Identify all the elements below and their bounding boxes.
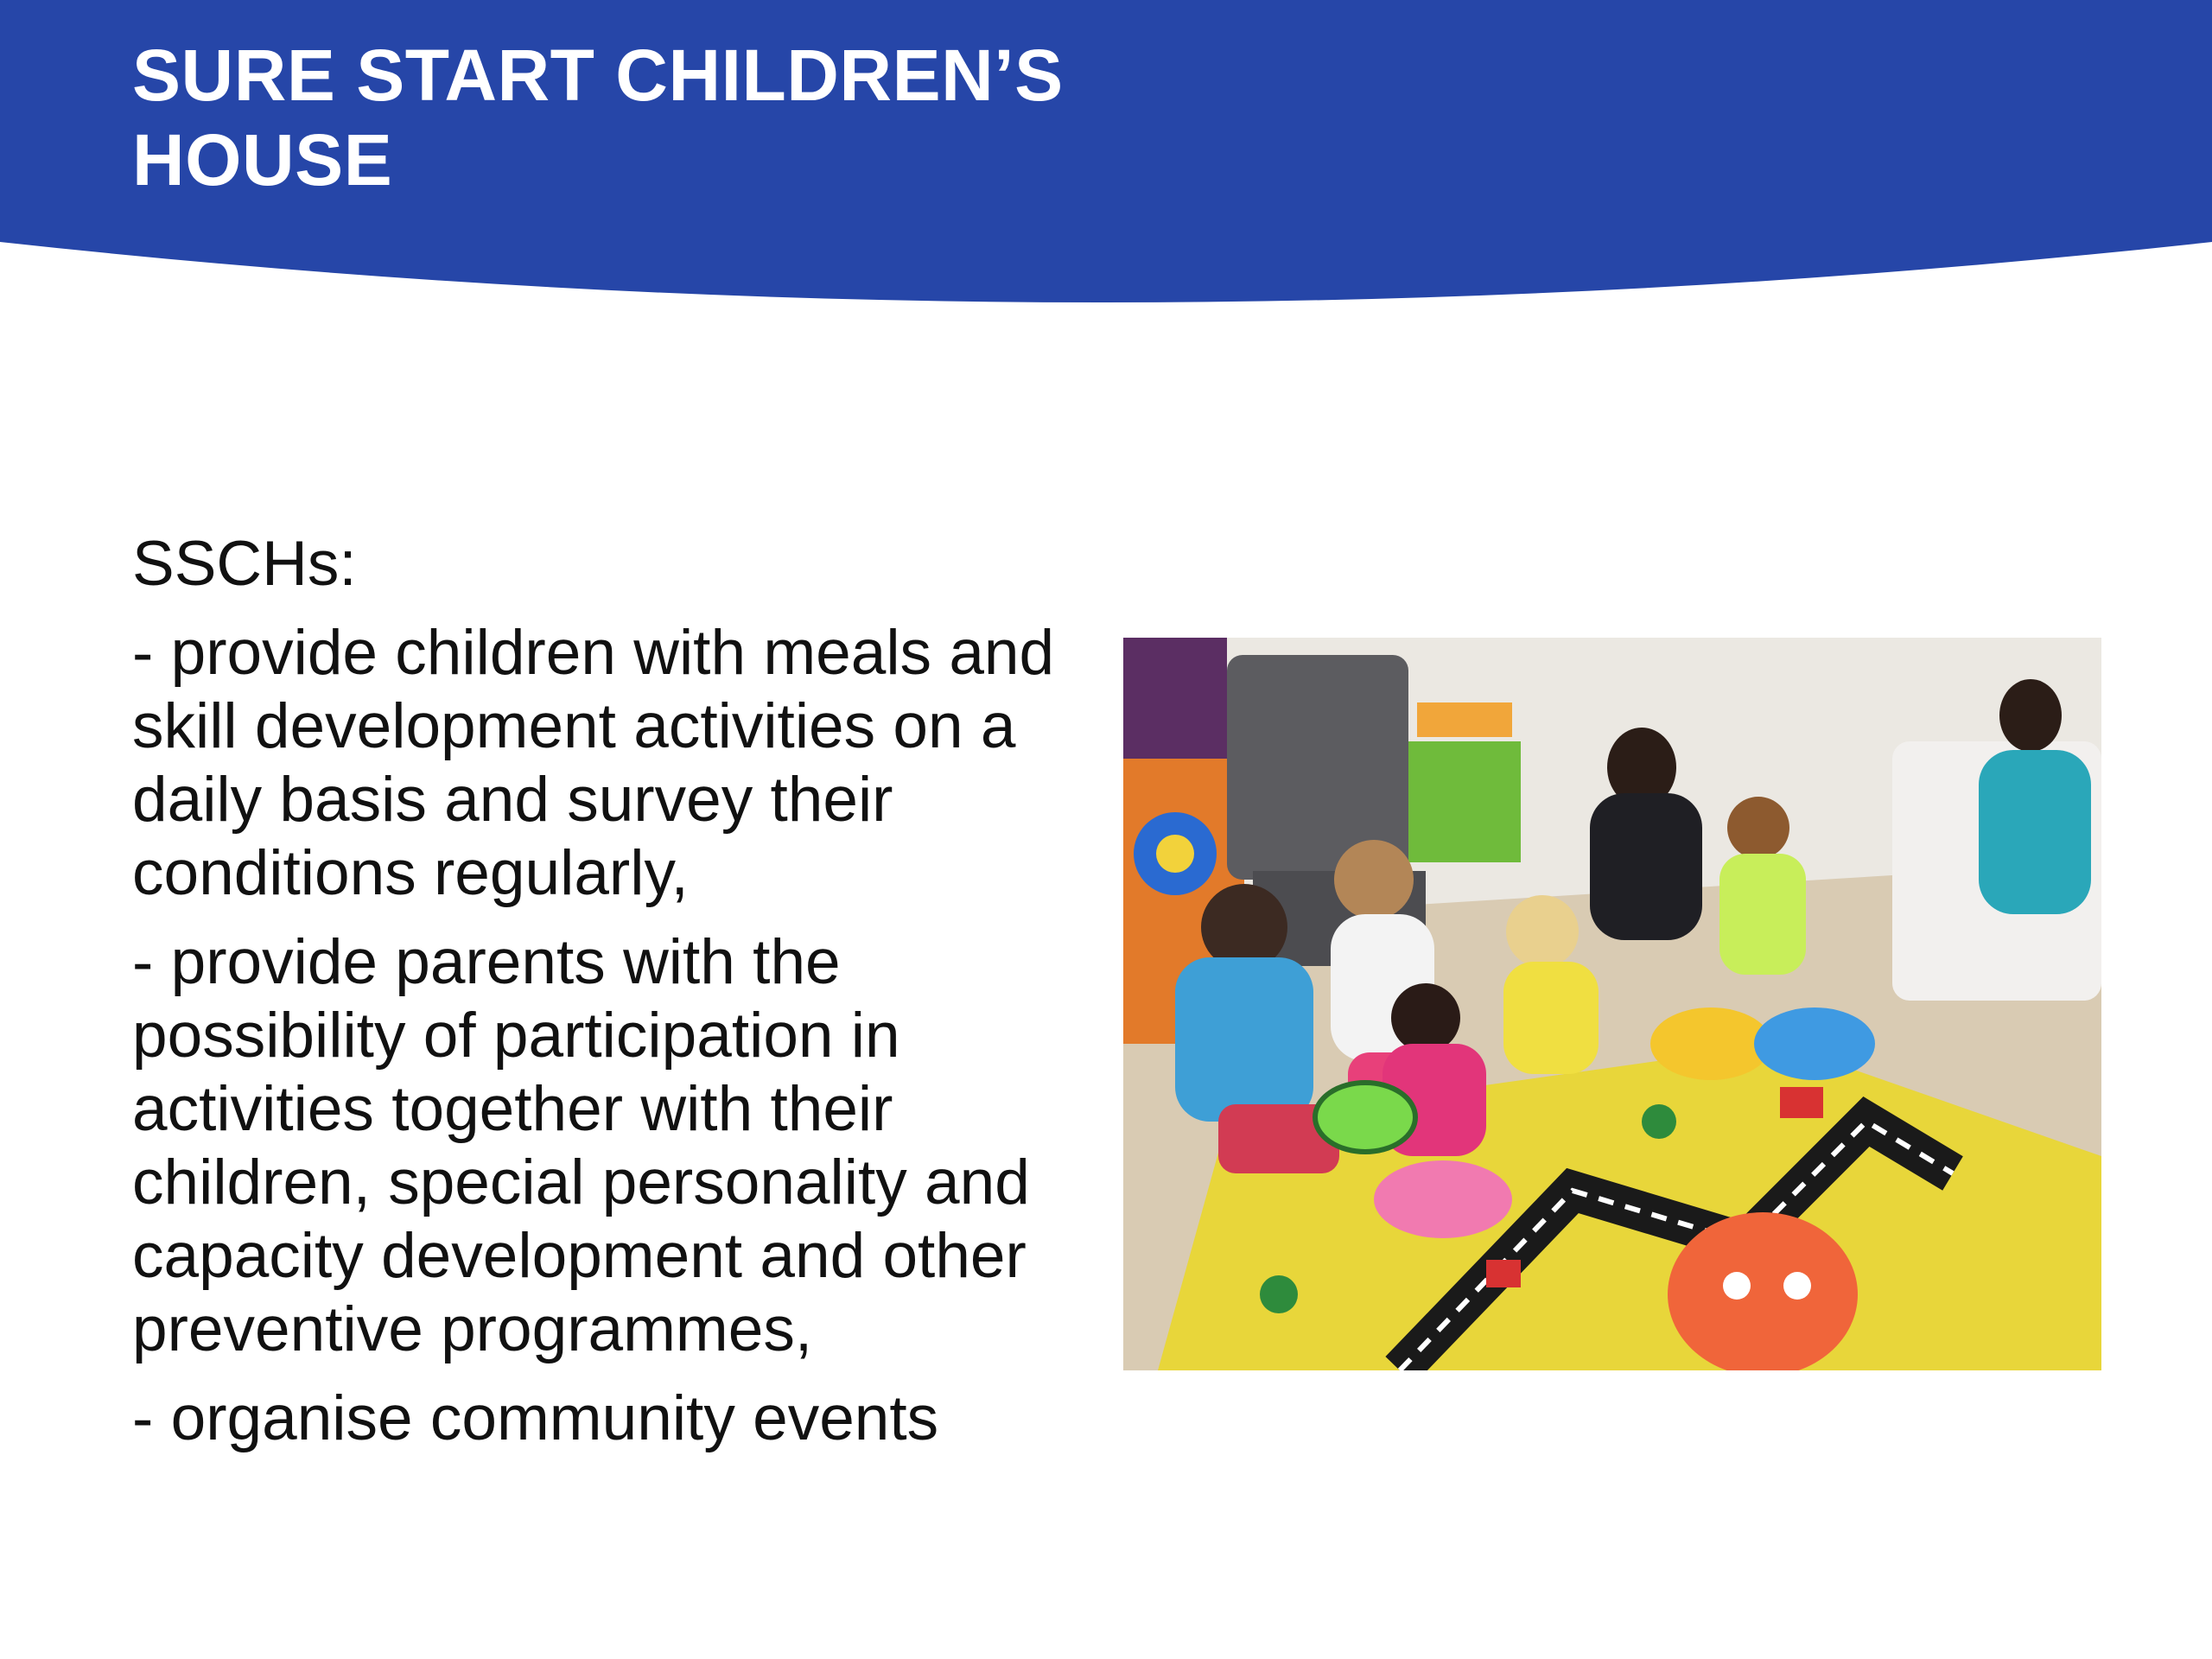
slide-body [132,527,1083,1471]
body-lead: SSCHs: [132,529,357,599]
children-activity-photo [1123,638,2101,1370]
bullet-item-meals: - provide children with meals and skill development activities on a daily basis and survey their conditions regularly, [132,618,1055,908]
bullet-list [132,616,1083,1455]
slide-title-line-2: HOUSE [132,119,393,200]
bullet-item-parents: - provide parents with the possibility of participation in activities together with their children, special personality and capacity development and other preventive programmes, [132,927,1030,1364]
bullet-item-community: - organise community events [132,1383,939,1453]
slide-title [132,33,1342,202]
slide-title-line-1: SURE START CHILDREN’S [132,35,1064,116]
